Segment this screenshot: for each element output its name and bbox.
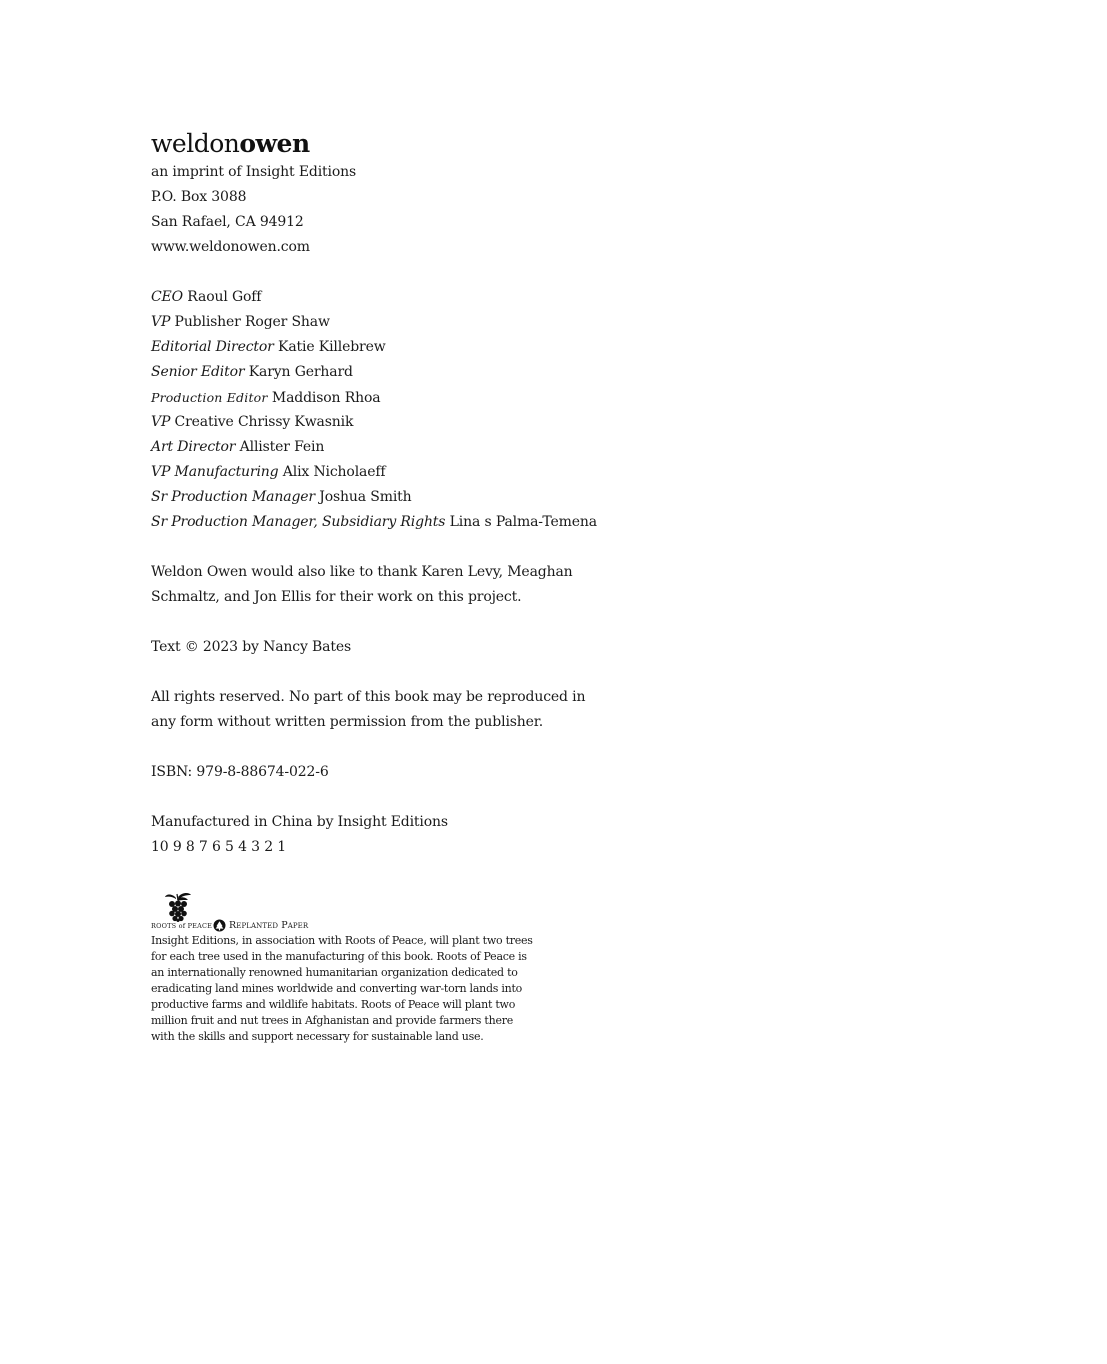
- credit-line: [151, 435, 581, 460]
- thanks-line: Schmaltz, and Jon Ellis for their work on this project.: [151, 589, 522, 605]
- credit-name: Publisher Roger Shaw: [174, 314, 330, 330]
- credit-line: [151, 285, 581, 310]
- eco-logos: [151, 891, 561, 933]
- credit-role: Art Director: [151, 439, 236, 455]
- credit-line: [151, 335, 581, 360]
- credit-line: [151, 385, 581, 410]
- credits-list: [151, 285, 597, 535]
- eco-paragraph: [151, 933, 561, 1045]
- rights-line: All rights reserved. No part of this book may be reproduced in: [151, 689, 586, 705]
- eco-line: an internationally renowned humanitarian organization dedicated to: [151, 966, 518, 979]
- replanted-paper-logo: [213, 918, 308, 932]
- rights-line: any form without written permission from the publisher.: [151, 714, 544, 730]
- credit-role: VP Manufacturing: [151, 464, 279, 480]
- credit-role: VP: [151, 314, 171, 330]
- credit-name: Maddison Rhoa: [271, 390, 381, 406]
- credit-role: Editorial Director: [151, 339, 274, 355]
- thanks-paragraph: [151, 560, 581, 610]
- credit-line: [151, 410, 581, 435]
- eco-line: for each tree used in the manufacturing of this book. Roots of Peace is: [151, 950, 527, 963]
- eco-line: eradicating land mines worldwide and converting war-torn lands into: [151, 982, 523, 995]
- eco-statement: [151, 891, 561, 1045]
- city-line: San Rafael, CA 94912: [151, 214, 304, 230]
- credit-line: [151, 485, 581, 510]
- credit-line: [151, 310, 581, 335]
- manufactured-line: Manufactured in China by Insight Editions: [151, 814, 448, 830]
- copyright-page: [151, 128, 597, 860]
- eco-line: million fruit and nut trees in Afghanistan and provide farmers there: [151, 1014, 513, 1027]
- credit-line: [151, 510, 597, 535]
- credit-name: Alix Nicholaeff: [282, 464, 386, 480]
- credit-role: Production Editor: [151, 390, 268, 405]
- roots-of-peace-label: ROOTS of PEACE: [151, 922, 213, 930]
- replanted-paper-label: Replanted Paper: [229, 919, 309, 931]
- isbn-line: ISBN: 979-8-88674-022-6: [151, 764, 329, 780]
- credit-role: Sr Production Manager, Subsidiary Rights: [151, 514, 446, 530]
- po-box-line: P.O. Box 3088: [151, 189, 247, 205]
- logo-light-text: weldon: [151, 129, 240, 158]
- grape-cluster-icon: [163, 891, 193, 922]
- roots-of-peace-logo: [151, 891, 213, 933]
- tree-seal-icon: [213, 919, 226, 932]
- credit-line: [151, 460, 581, 485]
- credit-name: Allister Fein: [239, 439, 325, 455]
- credit-name: Katie Killebrew: [278, 339, 386, 355]
- credit-role: CEO: [151, 289, 183, 305]
- imprint-line: an imprint of Insight Editions: [151, 164, 357, 180]
- publisher-logo: [151, 128, 581, 160]
- credit-name: Karyn Gerhard: [248, 364, 353, 380]
- credit-role: Senior Editor: [151, 364, 245, 380]
- eco-line: with the skills and support necessary for sustainable land use.: [151, 1030, 484, 1043]
- credit-role: Sr Production Manager: [151, 489, 315, 505]
- credit-role: VP: [151, 414, 171, 430]
- credit-name: Lina s Palma-Temena: [449, 514, 597, 530]
- printing-line: 10 9 8 7 6 5 4 3 2 1: [151, 839, 287, 855]
- credit-name: Creative Chrissy Kwasnik: [174, 414, 354, 430]
- eco-line: Insight Editions, in association with Roots of Peace, will plant two trees: [151, 934, 533, 947]
- logo-bold-text: owen: [239, 129, 310, 158]
- eco-line: productive farms and wildlife habitats. Roots of Peace will plant two: [151, 998, 516, 1011]
- credit-line: [151, 360, 581, 385]
- credit-name: Joshua Smith: [319, 489, 412, 505]
- website-line: www.weldonowen.com: [151, 239, 310, 255]
- rights-paragraph: [151, 685, 586, 735]
- credit-name: Raoul Goff: [187, 289, 262, 305]
- copyright-line: Text © 2023 by Nancy Bates: [151, 639, 352, 655]
- thanks-line: Weldon Owen would also like to thank Karen Levy, Meaghan: [151, 564, 573, 580]
